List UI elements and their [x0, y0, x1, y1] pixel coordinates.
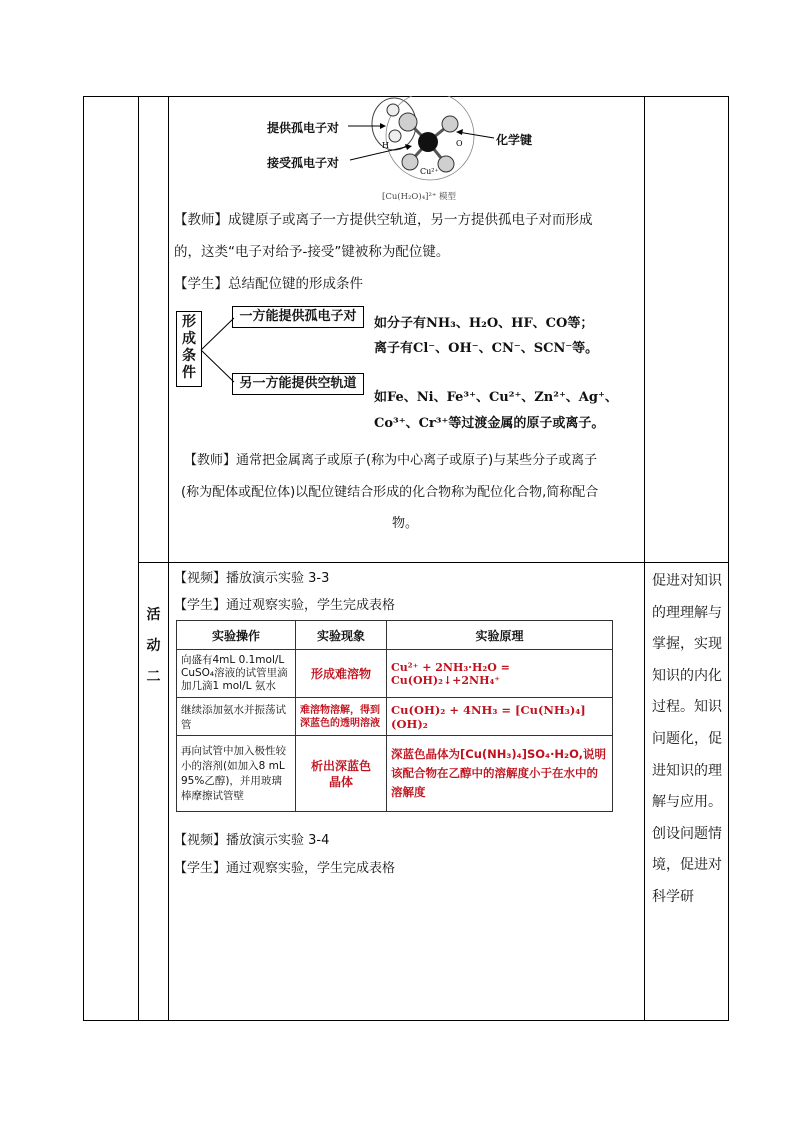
- conditions-title-char: 件: [182, 365, 196, 381]
- label-lone-pair: 提供孤电子对: [267, 121, 340, 135]
- conditions-connector-lines: [200, 310, 236, 390]
- conditions-title-char: 条: [182, 348, 196, 364]
- condition-2-example-line-2: Co³⁺、Cr³⁺等过渡金属的原子或离子。: [374, 416, 605, 431]
- row-operation: 继续添加氨水并振荡试管: [177, 698, 296, 736]
- row-phenomenon: 形成难溶物: [296, 650, 387, 698]
- row-phenomenon: 难溶物溶解，得到深蓝色的透明溶液: [296, 698, 387, 736]
- atom-o-label: O: [456, 139, 463, 148]
- row-principle: 深蓝色晶体为[Cu(NH₃)₄]SO₄·H₂O,说明该配合物在乙醇中的溶解度小于在水中的溶解度: [387, 736, 613, 812]
- col-border-2: [138, 96, 139, 1021]
- student-line-2: 【学生】通过观察实验，学生完成表格: [174, 598, 396, 613]
- condition-1-example-ions: 离子有Cl⁻、OH⁻、CN⁻、SCN⁻等。: [374, 341, 599, 356]
- experiment-table-header-row: [177, 621, 613, 650]
- label-accept-pair: 接受孤电子对: [267, 156, 340, 170]
- activity-label-char: 动: [146, 638, 161, 654]
- row-principle: Cu²⁺ + 2NH₃·H₂O = Cu(OH)₂↓+2NH₄⁺: [387, 650, 613, 698]
- condition-2-example-line-1: 如Fe、Ni、Fe³⁺、Cu²⁺、Zn²⁺、Ag⁺、: [374, 390, 618, 405]
- conditions-title-char: 形: [182, 314, 196, 330]
- experiment-table-row: [177, 650, 613, 698]
- oxygen-atom: [399, 113, 417, 131]
- experiment-table-row: [177, 736, 613, 812]
- student-summary-line: 【学生】总结配位键的形成条件: [174, 276, 363, 292]
- condition-1-example-molecules: 如分子有NH₃、H₂O、HF、CO等；: [374, 316, 594, 331]
- conditions-title: [176, 314, 202, 382]
- row-principle: Cu(OH)₂ + 4NH₃ = [Cu(NH₃)₄](OH)₂: [387, 698, 613, 736]
- col-border-3: [168, 96, 169, 1021]
- hydrogen-atom: [389, 130, 401, 142]
- atom-h-label: H: [382, 141, 389, 150]
- header-operation: 实验操作: [177, 621, 296, 650]
- teacher-paragraph-2-line-1: 【教师】通常把金属离子或原子(称为中心离子或原子)与某些分子或离子: [184, 453, 598, 468]
- teacher-paragraph-1-line-1: 【教师】成键原子或离子一方提供空轨道，另一方提供孤电子对而形成: [174, 212, 593, 228]
- atom-cu-label: Cu²⁺: [420, 167, 439, 176]
- col-border-5: [728, 96, 729, 1021]
- row-operation: 向盛有4mL 0.1mol/L CuSO₄溶液的试管里滴加几滴1 mol/L 氨水: [177, 650, 296, 698]
- experiment-table-row: [177, 698, 613, 736]
- teacher-paragraph-1-line-2: 的，这类“电子对给予-接受”键被称为配位键。: [174, 244, 450, 260]
- video-line-2: 【视频】播放演示实验 3-4: [174, 833, 330, 848]
- condition-2-box: 另一方能提供空轨道: [232, 373, 364, 395]
- teacher-paragraph-2-line-3: 物。: [392, 516, 419, 531]
- conditions-title-char: 成: [182, 331, 196, 347]
- experiment-table: [176, 620, 613, 812]
- oxygen-atom: [442, 116, 458, 132]
- activity-label-char: 二: [146, 669, 161, 685]
- header-principle: 实验原理: [387, 621, 613, 650]
- video-line-1: 【视频】播放演示实验 3-3: [174, 571, 330, 586]
- activity-label-char: 活: [146, 607, 161, 623]
- cu-h2o-model-diagram: [260, 96, 550, 208]
- oxygen-atom: [438, 156, 454, 172]
- arrow-bond: [458, 132, 494, 138]
- side-note: 促进对知识的理理解与掌握，实现知识的内化过程。知识问题化，促进知识的理解与应用。创设问题情境，促进对科学研: [652, 573, 722, 905]
- col-border-1: [83, 96, 84, 1021]
- header-phenomenon: 实验现象: [296, 621, 387, 650]
- copper-ion-atom: [418, 132, 438, 152]
- table-row-divider: [138, 562, 729, 563]
- arrow-accept-pair: [350, 146, 410, 160]
- activity-2-label: [139, 600, 168, 693]
- col-border-4: [644, 96, 645, 1021]
- oxygen-atom: [402, 154, 418, 170]
- label-chemical-bond: 化学键: [496, 133, 533, 147]
- condition-1-box: 一方能提供孤电子对: [232, 306, 364, 328]
- student-line-3: 【学生】通过观察实验，学生完成表格: [174, 861, 396, 876]
- diagram-caption: [Cu(H₂O)₄]²⁺ 模型: [382, 192, 457, 202]
- table-bottom-border: [83, 1020, 729, 1021]
- hydrogen-atom: [387, 104, 399, 116]
- row-phenomenon: 析出深蓝色晶体: [296, 736, 387, 812]
- teacher-paragraph-2-line-2: (称为配体或配位体)以配位键结合形成的化合物称为配位化合物,简称配合: [181, 485, 599, 500]
- row-operation: 再向试管中加入极性较小的溶剂(如加入8 mL 95%乙醇)，并用玻璃棒摩擦试管壁: [177, 736, 296, 812]
